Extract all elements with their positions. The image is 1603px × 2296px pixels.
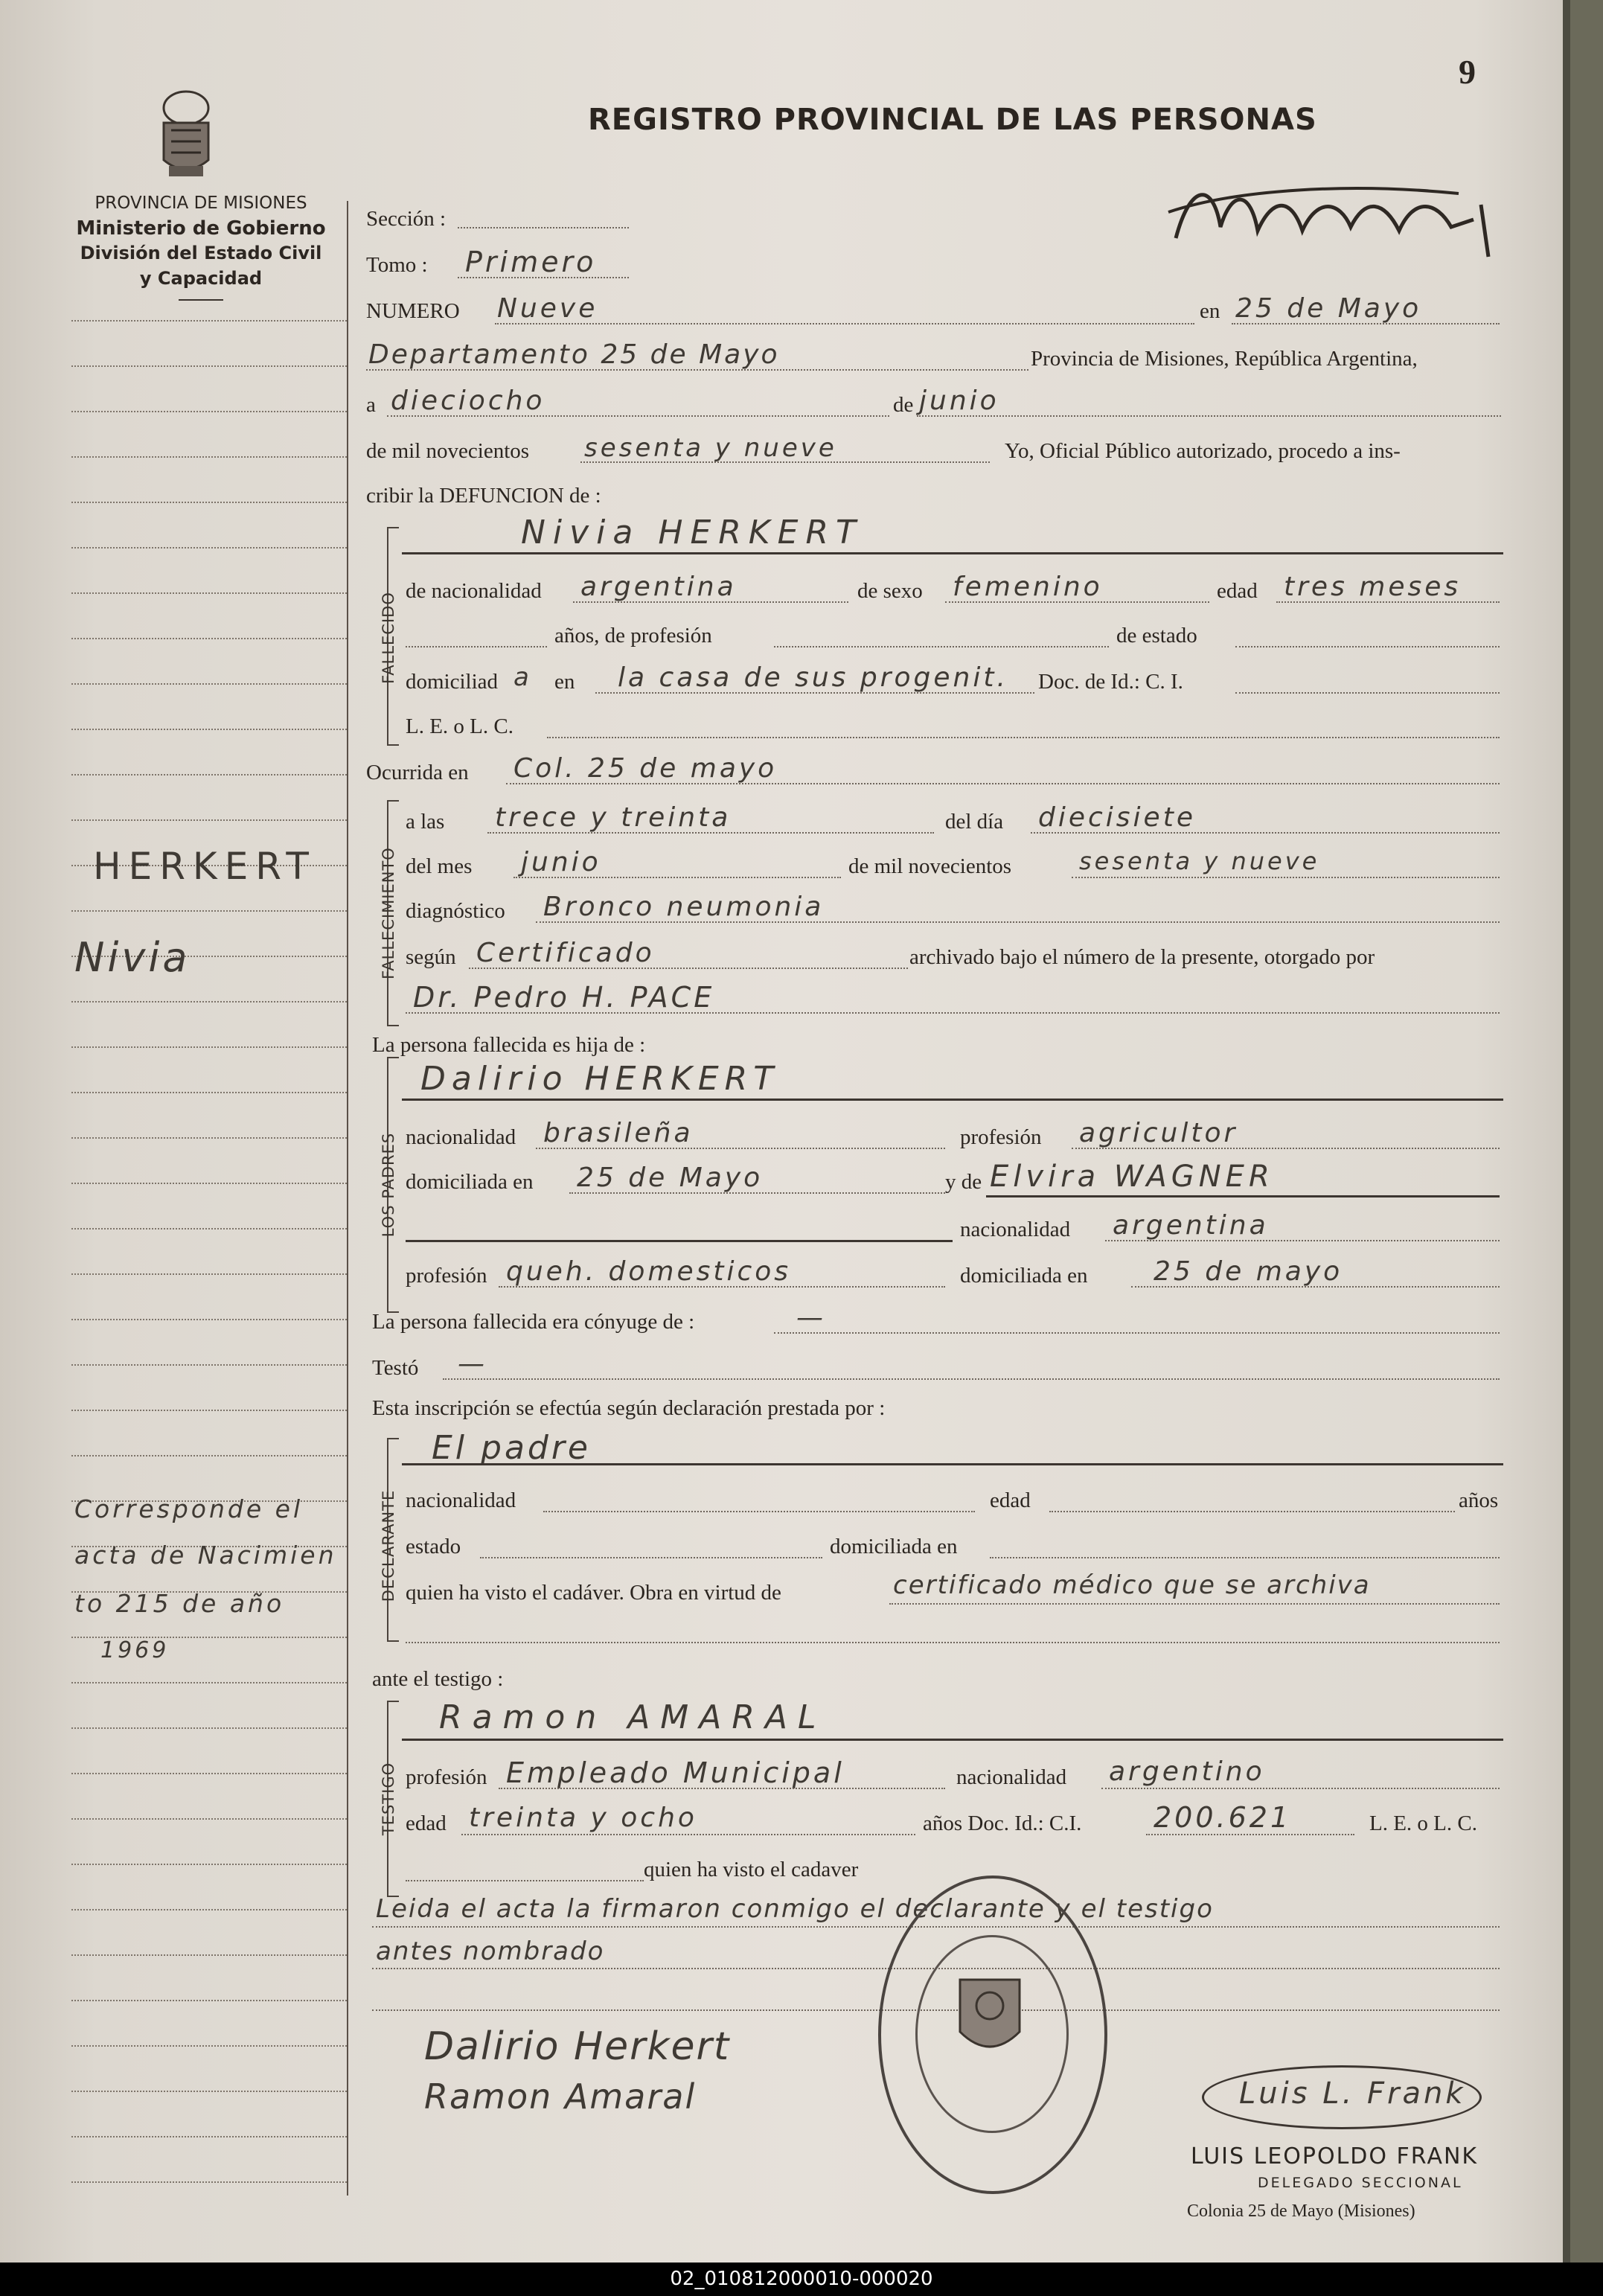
- label-de-mil2: de mil novecientos: [848, 854, 1012, 878]
- value-cierre-1: Leida el acta la firmaron conmigo el declarante y el testigo: [376, 1894, 1214, 1924]
- value-testigo-edad: treinta y ocho: [469, 1803, 697, 1833]
- dots-testigo-prof: [499, 1788, 945, 1789]
- value-padre-dom: 25 de Mayo: [577, 1163, 764, 1193]
- value-en: 25 de Mayo: [1235, 293, 1422, 324]
- margin-note-2: acta de Nacimien: [74, 1541, 337, 1570]
- dots-departamento: [366, 369, 1028, 371]
- label-anos-profesion: años, de profesión: [554, 624, 712, 647]
- label-conyuge: La persona fallecida era cónyuge de :: [372, 1310, 695, 1334]
- header-capacidad: y Capacidad: [139, 268, 263, 289]
- value-declarante: El padre: [432, 1429, 591, 1467]
- dots-mes-fallec: [513, 877, 841, 878]
- margin-rule-line: [71, 592, 347, 594]
- dots-dia-fallec: [1031, 832, 1500, 834]
- margin-rule-line: [71, 1727, 347, 1729]
- top-signature: [1161, 167, 1511, 264]
- value-conyuge: —: [796, 1302, 826, 1333]
- dots-domicilio: [595, 692, 1034, 694]
- section-padres: LOS PADRES: [380, 1132, 397, 1238]
- label-padre-nac: nacionalidad: [406, 1125, 516, 1149]
- margin-rule-line: [71, 1319, 347, 1320]
- value-medico: Dr. Pedro H. PACE: [413, 981, 715, 1014]
- value-segun: Certificado: [476, 938, 655, 968]
- official-role: DELEGADO SECCIONAL: [1258, 2175, 1463, 2191]
- label-decl-dom: domiciliada en: [830, 1535, 958, 1558]
- margin-rule-line: [71, 683, 347, 685]
- dots-testigo-ci: [1146, 1834, 1354, 1835]
- label-estado: de estado: [1116, 624, 1197, 647]
- label-testigo-prof: profesión: [406, 1765, 487, 1789]
- margin-rule-line: [71, 1273, 347, 1275]
- label-testo: Testó: [372, 1356, 419, 1380]
- value-mes: junio: [919, 386, 999, 416]
- value-dia: dieciocho: [391, 386, 545, 416]
- label-testigo-edad: edad: [406, 1811, 447, 1835]
- label-diagnostico: diagnóstico: [406, 899, 505, 923]
- margin-surname: HERKERT: [93, 845, 316, 888]
- label-seccion: Sección :: [366, 207, 447, 231]
- margin-rule-line: [71, 1137, 347, 1139]
- label-quien-ha-visto: quien ha visto el cadáver. Obra en virtud de: [406, 1581, 781, 1605]
- margin-rule-line: [71, 638, 347, 639]
- value-domicilio: la casa de sus progenit.: [618, 662, 1008, 693]
- margin-rule-line: [71, 1909, 347, 1910]
- label-edad: edad: [1217, 579, 1258, 603]
- margin-rule-line: [71, 547, 347, 549]
- label-decl-anos: años: [1459, 1488, 1499, 1512]
- page-title: REGISTRO PROVINCIAL DE LAS PERSONAS: [588, 103, 1317, 137]
- value-diagnostico: Bronco neumonia: [543, 892, 825, 922]
- margin-rule-line: [71, 365, 347, 367]
- dots-segun: [469, 968, 908, 969]
- signature-testigo: Ramon Amaral: [424, 2076, 697, 2117]
- value-dia-fallec: diecisiete: [1038, 802, 1196, 833]
- dots-dia: [387, 415, 889, 417]
- label-anos-doc: años Doc. Id.: C.I.: [923, 1811, 1082, 1835]
- section-testigo: TESTIGO: [380, 1762, 397, 1836]
- label-y-de: y de: [945, 1170, 982, 1194]
- value-madre-dom: 25 de mayo: [1154, 1256, 1343, 1287]
- margin-note-3: to 215 de año: [74, 1589, 285, 1618]
- header-rule: [179, 299, 223, 301]
- value-mes-fallec: junio: [521, 847, 601, 877]
- margin-rule-line: [71, 1455, 347, 1456]
- dots-sexo: [945, 601, 1209, 603]
- section-fallecimiento: FALLECIMIENTO: [380, 847, 397, 979]
- label-doc: Doc. de Id.: C. I.: [1038, 670, 1183, 694]
- value-testigo-ci: 200.621: [1154, 1801, 1292, 1834]
- label-yo: Yo, Oficial Público autorizado, procedo a ins-: [1005, 439, 1401, 463]
- value-madre-nac: argentina: [1113, 1210, 1269, 1241]
- margin-rule-line: [71, 1183, 347, 1184]
- value-obra: certificado médico que se archiva: [893, 1570, 1371, 1600]
- label-sexo: de sexo: [857, 579, 923, 603]
- margin-rule-line: [71, 1773, 347, 1774]
- label-provincia: Provincia de Misiones, República Argentina,: [1031, 347, 1418, 371]
- margin-rule-line: [71, 774, 347, 776]
- label-madre-dom: domiciliada en: [960, 1264, 1088, 1288]
- official-place: Colonia 25 de Mayo (Misiones): [1187, 2201, 1415, 2221]
- rule-madre-2: [406, 1240, 953, 1242]
- section-declarante: DECLARANTE: [380, 1489, 397, 1602]
- value-anio: sesenta y nueve: [584, 433, 837, 463]
- margin-given-name: Nivia: [74, 934, 191, 981]
- dots-le-lc: [547, 737, 1500, 738]
- dots-edad: [1276, 601, 1500, 603]
- official-name: LUIS LEOPOLDO FRANK: [1191, 2143, 1479, 2169]
- margin-rule-line: [71, 456, 347, 458]
- label-en: en: [1200, 299, 1220, 323]
- value-numero: Nueve: [497, 293, 598, 324]
- dots-seccion: [458, 227, 629, 228]
- value-sexo: femenino: [953, 572, 1103, 602]
- dots-obra: [889, 1603, 1500, 1605]
- label-testigo-le: L. E. o L. C.: [1369, 1811, 1477, 1835]
- value-domiciliad-suffix: a: [513, 662, 532, 692]
- label-del-dia: del día: [945, 810, 1004, 834]
- value-anio-fallec: sesenta y nueve: [1079, 847, 1320, 875]
- dots-diagnostico: [536, 921, 1500, 923]
- value-ocurrida: Col. 25 de mayo: [513, 753, 778, 784]
- section-fallecido: FALLECIDO: [380, 592, 397, 684]
- value-padre-prof: agricultor: [1079, 1118, 1238, 1148]
- margin-rule-line: [71, 1092, 347, 1093]
- margin-rule-line: [71, 819, 347, 821]
- margin-rule-line: [71, 1954, 347, 1956]
- label-inscripcion: Esta inscripción se efectúa según declaración prestada por :: [372, 1396, 886, 1420]
- dots-anio-fallec: [1072, 877, 1500, 878]
- header-division: División del Estado Civil: [80, 243, 322, 263]
- dots-decl-edad: [1049, 1511, 1455, 1512]
- coat-of-arms-icon: [153, 78, 220, 182]
- label-hija-de: La persona fallecida es hija de :: [372, 1033, 646, 1057]
- dots-mes: [917, 415, 1501, 417]
- value-padre-nac: brasileña: [543, 1118, 694, 1148]
- value-testigo-prof: Empleado Municipal: [506, 1756, 845, 1789]
- label-madre-prof: profesión: [406, 1264, 487, 1288]
- label-a-las: a las: [406, 810, 445, 834]
- rule-declarante: [402, 1463, 1503, 1465]
- label-dom-en: en: [554, 670, 575, 694]
- dots-madre-prof: [499, 1286, 945, 1288]
- dots-testo: [443, 1378, 1500, 1380]
- margin-rule-line: [71, 1682, 347, 1683]
- margin-note-1: Corresponde el: [74, 1494, 304, 1523]
- margin-rule-line: [71, 1228, 347, 1229]
- binder-strip: [1570, 0, 1603, 2263]
- label-madre-nac: nacionalidad: [960, 1218, 1071, 1241]
- rule-nombre: [402, 552, 1503, 554]
- dots-numero: [495, 323, 1194, 324]
- header-province: PROVINCIA DE MISIONES: [95, 194, 307, 213]
- label-a: a: [366, 393, 376, 417]
- rule-testigo: [402, 1739, 1503, 1741]
- value-cierre-2: antes nombrado: [376, 1937, 605, 1966]
- dots-ocurrida: [506, 783, 1500, 784]
- margin-rule-line: [71, 1001, 347, 1002]
- margin-divider: [347, 201, 348, 2196]
- label-le-lc: L. E. o L. C.: [406, 714, 513, 738]
- label-de: de: [893, 393, 914, 417]
- dots-conyuge: [774, 1332, 1500, 1334]
- value-hora: trece y treinta: [495, 802, 732, 833]
- label-quien-visto2: quien ha visto el cadaver: [644, 1858, 859, 1881]
- margin-rule-line: [71, 1046, 347, 1048]
- label-nacionalidad: de nacionalidad: [406, 579, 542, 603]
- dots-padre-nac: [536, 1148, 945, 1149]
- binder-edge: [1563, 0, 1570, 2263]
- dots-anos: [406, 646, 547, 647]
- label-del-mes: del mes: [406, 854, 473, 878]
- margin-rule-line: [71, 729, 347, 730]
- margin-rule-line: [71, 1364, 347, 1366]
- dots-testigo-edad: [461, 1834, 915, 1835]
- value-testigo: Ramon AMARAL: [439, 1698, 827, 1736]
- dots-profesion: [774, 646, 1109, 647]
- margin-note-4: 1969: [100, 1637, 170, 1663]
- dots-testigo-extra: [406, 1880, 644, 1881]
- signature-oficial: Luis L. Frank: [1239, 2076, 1466, 2111]
- value-padre: Dalirio HERKERT: [420, 1060, 780, 1098]
- label-decl-nac: nacionalidad: [406, 1488, 516, 1512]
- dots-en: [1232, 323, 1500, 324]
- rule-padre: [402, 1099, 1503, 1101]
- dots-medico: [406, 1012, 1500, 1014]
- dots-decl-estado: [480, 1557, 822, 1558]
- dots-decl-nac: [543, 1511, 975, 1512]
- signature-declarante: Dalirio Herkert: [424, 2024, 731, 2069]
- footer-id: 02_010812000010-000020: [0, 2263, 1603, 2296]
- margin-rule-line: [71, 2181, 347, 2183]
- value-madre: Elvira WAGNER: [990, 1160, 1274, 1194]
- margin-rule-line: [71, 1818, 347, 1820]
- label-archivado: archivado bajo el número de la presente, otorgado por: [909, 945, 1375, 969]
- label-decl-edad: edad: [990, 1488, 1031, 1512]
- dots-decl-extra: [406, 1642, 1500, 1643]
- value-testo: —: [458, 1349, 487, 1379]
- value-tomo: Primero: [465, 246, 597, 278]
- stamp-coat-of-arms-icon: [953, 1965, 1027, 2069]
- rule-madre: [986, 1195, 1500, 1197]
- margin-rule-line: [71, 1864, 347, 1865]
- label-decl-estado: estado: [406, 1535, 461, 1558]
- dots-testigo-nac: [1101, 1788, 1500, 1789]
- margin-rule-line: [71, 2091, 347, 2092]
- margin-rule-line: [71, 2136, 347, 2137]
- dots-anio: [580, 461, 990, 463]
- label-de-mil: de mil novecientos: [366, 439, 530, 463]
- value-madre-prof: queh. domesticos: [506, 1256, 792, 1287]
- dots-estado: [1235, 646, 1500, 647]
- margin-rule-line: [71, 2045, 347, 2047]
- value-nombre: Nivia HERKERT: [521, 514, 863, 551]
- label-tomo: Tomo :: [366, 253, 428, 277]
- value-testigo-nac: argentino: [1109, 1756, 1265, 1787]
- label-ocurrida: Ocurrida en: [366, 761, 469, 784]
- value-edad: tres meses: [1284, 572, 1462, 602]
- dots-hora: [487, 832, 934, 834]
- dots-padre-dom: [569, 1192, 945, 1194]
- dots-padre-prof: [1072, 1148, 1500, 1149]
- label-testigo-nac: nacionalidad: [956, 1765, 1067, 1789]
- margin-rule-line: [71, 1410, 347, 1411]
- header-ministry: Ministerio de Gobierno: [76, 217, 326, 240]
- dots-nacionalidad: [573, 601, 848, 603]
- margin-rule-line: [71, 2000, 347, 2001]
- margin-rule-line: [71, 502, 347, 503]
- label-ante-testigo: ante el testigo :: [372, 1667, 504, 1691]
- dots-madre-dom: [1131, 1286, 1500, 1288]
- label-inscribir: cribir la DEFUNCION de :: [366, 484, 601, 508]
- label-padre-prof: profesión: [960, 1125, 1042, 1149]
- label-segun: según: [406, 945, 456, 969]
- dots-madre-nac: [1105, 1240, 1500, 1241]
- value-nacionalidad: argentina: [580, 572, 737, 602]
- margin-rule-line: [71, 910, 347, 912]
- margin-rule-line: [71, 411, 347, 412]
- dots-doc: [1235, 692, 1500, 694]
- dots-tomo: [458, 277, 629, 278]
- margin-rule-line: [71, 320, 347, 322]
- label-padre-dom: domiciliada en: [406, 1170, 534, 1194]
- dots-decl-dom: [990, 1557, 1500, 1558]
- page-number: 9: [1459, 53, 1476, 91]
- label-numero: NUMERO: [366, 299, 460, 323]
- value-departamento: Departamento 25 de Mayo: [368, 339, 780, 370]
- label-domiciliad: domiciliad: [406, 670, 499, 694]
